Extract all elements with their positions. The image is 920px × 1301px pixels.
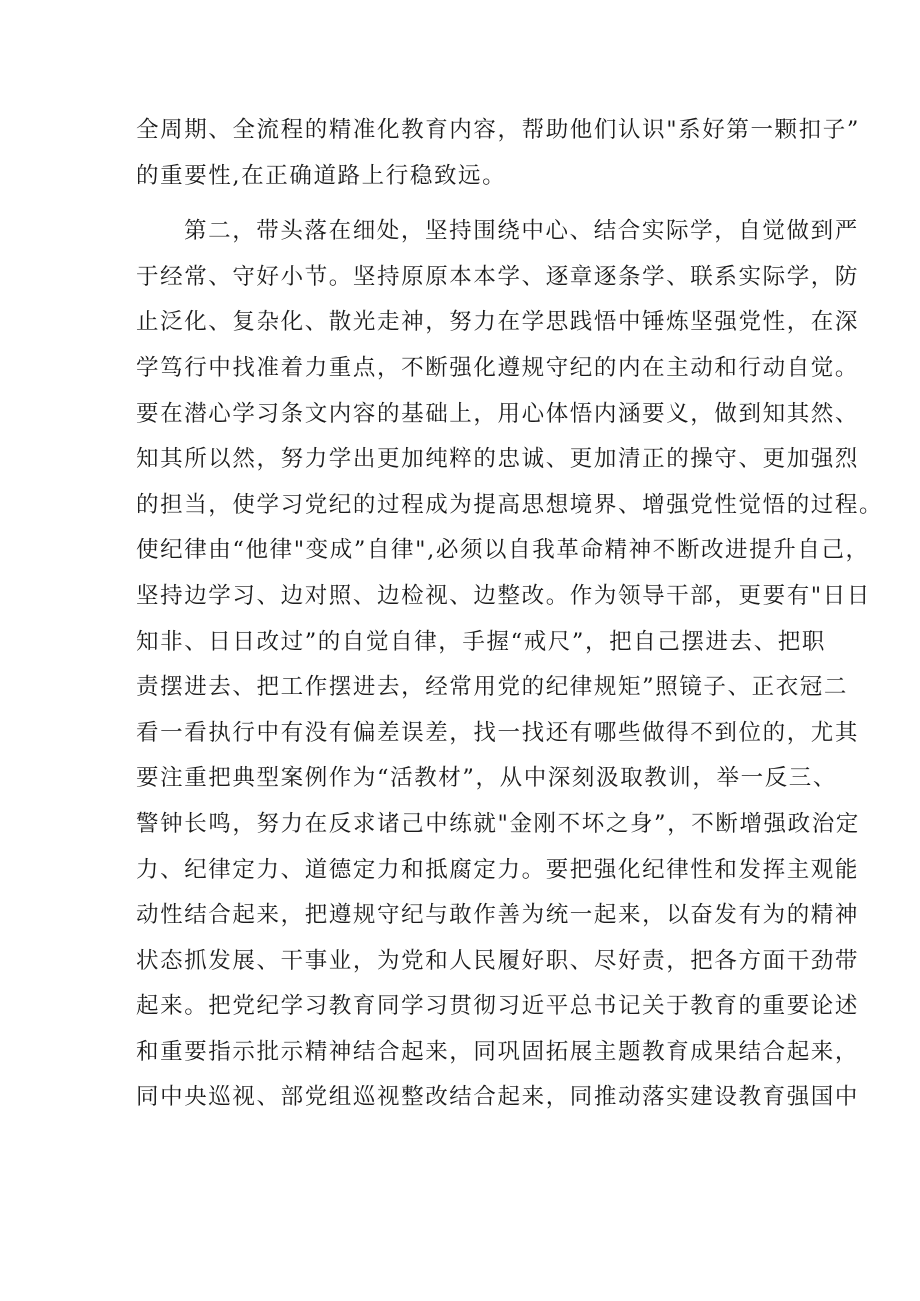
text-line: 知非、日日改过”的自觉自律，手握“戒尺”，把自己摆进去、把职 bbox=[136, 628, 827, 655]
text-line: 要注重把典型案例作为“活教材”，从中深刻汲取教训，举一反三、 bbox=[136, 765, 838, 792]
text-line: 警钟长鸣，努力在反求诸己中练就"金刚不坏之身”，不断增强政治定 bbox=[136, 810, 860, 837]
text-line: 第二，带头落在细处，坚持围绕中心、结合实际学，自觉做到严 bbox=[184, 218, 859, 245]
text-line: 要在潜心学习条文内容的基础上，用心体悟内涵要义，做到知其然、 bbox=[136, 400, 860, 427]
text-line: 学笃行中找准着力重点，不断强化遵规守纪的内在主动和行动自觉。 bbox=[136, 354, 860, 381]
text-line: 状态抓发展、干事业，为党和人民履好职、尽好责，把各方面干劲带 bbox=[136, 947, 860, 974]
text-line: 动性结合起来，把遵规守纪与敢作善为统一起来，以奋发有为的精神 bbox=[136, 902, 860, 929]
text-line: 同中央巡视、部党组巡视整改结合起来，同推动落实建设教育强国中 bbox=[136, 1084, 860, 1111]
text-line: 知其所以然，努力学出更加纯粹的忠诚、更加清正的操守、更加强烈 bbox=[136, 446, 860, 473]
text-line: 的重要性,在正确道路上行稳致远。 bbox=[136, 162, 507, 189]
text-line: 全周期、全流程的精准化教育内容，帮助他们认识"系好第一颗扣子” bbox=[136, 117, 860, 143]
text-line: 和重要指示批示精神结合起来，同巩固拓展主题教育成果结合起来， bbox=[136, 1038, 860, 1065]
text-line: 使纪律由“他律"变成”自律",必须以自我革命精神不断改进提升自己， bbox=[136, 537, 870, 564]
paragraph-1 bbox=[136, 108, 860, 199]
document-body bbox=[136, 108, 884, 1121]
text-line: 看一看执行中有没有偏差误差，找一找还有哪些做得不到位的，尤其 bbox=[136, 719, 860, 746]
paragraph-2 bbox=[136, 209, 884, 1121]
text-line: 的担当，使学习党纪的过程成为提高思想境界、增强党性觉悟的过程。 bbox=[136, 491, 884, 518]
text-line: 责摆进去、把工作摆进去，经常用党的纪律规矩”照镜子、正衣冠二 bbox=[136, 674, 849, 701]
paragraph-gap bbox=[136, 199, 796, 209]
text-line: 坚持边学习、边对照、边检视、边整改。作为领导干部，更要有"日日 bbox=[136, 582, 871, 609]
text-line: 于经常、守好小节。坚持原原本本学、逐章逐条学、联系实际学，防 bbox=[136, 263, 860, 290]
text-line: 止泛化、复杂化、散光走神，努力在学思践悟中锤炼坚强党性，在深 bbox=[136, 309, 860, 336]
text-line: 起来。把党纪学习教育同学习贯彻习近平总书记关于教育的重要论述 bbox=[136, 993, 860, 1020]
text-line: 力、纪律定力、道德定力和抵腐定力。要把强化纪律性和发挥主观能 bbox=[136, 856, 860, 883]
